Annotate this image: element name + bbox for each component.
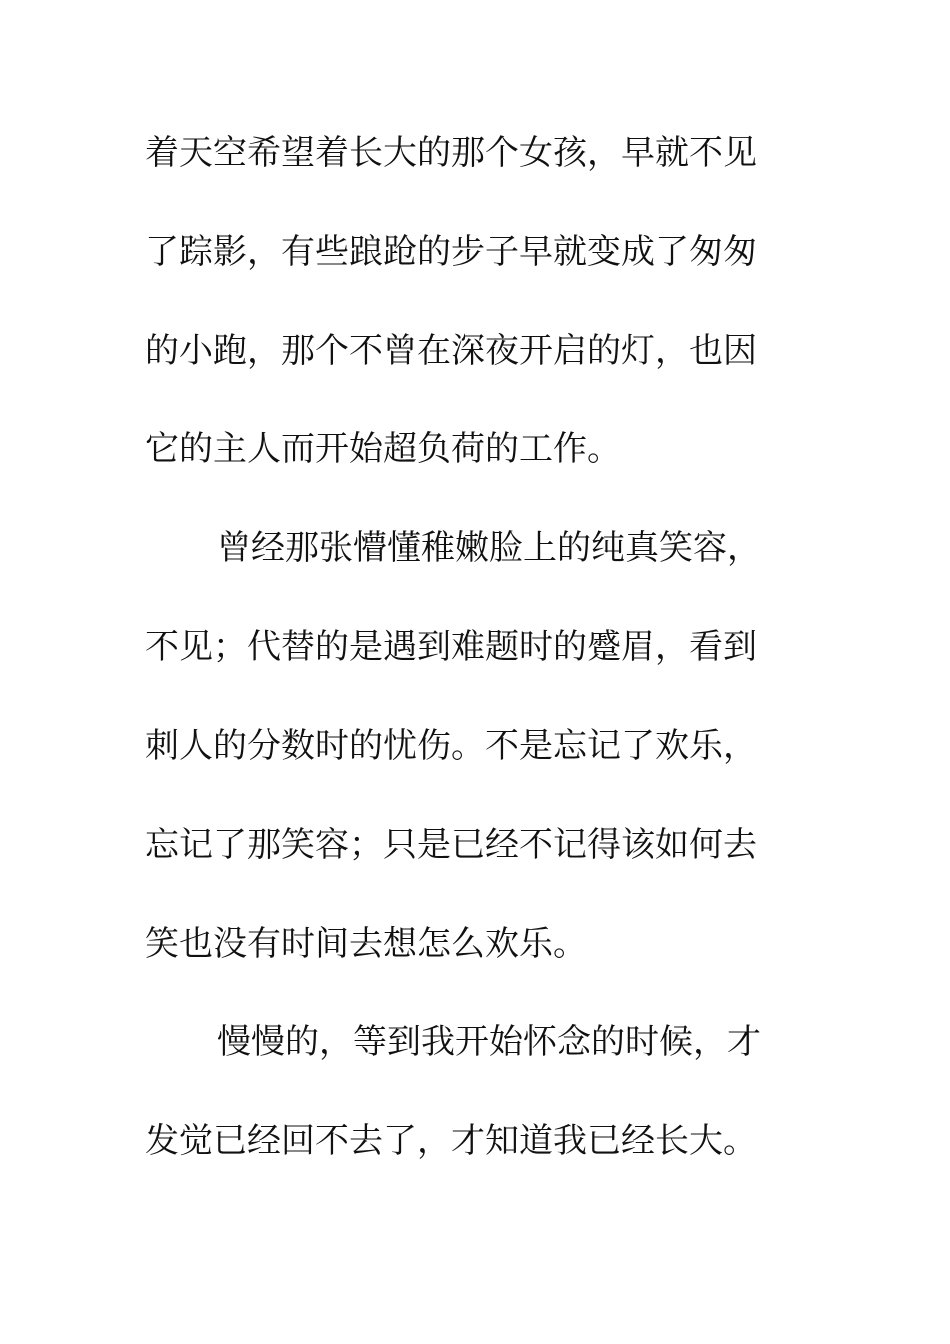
text-line: 笑也没有时间去想怎么欢乐。 xyxy=(145,924,587,964)
text-line: 发觉已经回不去了，才知道我已经长大。 xyxy=(145,1121,757,1161)
text-line: 着天空希望着长大的那个女孩，早就不见 xyxy=(145,133,757,173)
text-line: 不见；代替的是遇到难题时的蹙眉，看到 xyxy=(145,627,757,667)
paragraph-start-line: 曾经那张懵懂稚嫩脸上的纯真笑容， xyxy=(217,528,761,568)
text-line: 忘记了那笑容；只是已经不记得该如何去 xyxy=(145,825,757,865)
text-line: 它的主人而开始超负荷的工作。 xyxy=(145,429,621,469)
paragraph-start-line: 慢慢的，等到我开始怀念的时候，才 xyxy=(217,1022,761,1062)
text-line: 了踪影，有些踉跄的步子早就变成了匆匆 xyxy=(145,232,757,272)
text-line: 刺人的分数时的忧伤。不是忘记了欢乐， xyxy=(145,726,757,766)
text-line: 的小跑，那个不曾在深夜开启的灯，也因 xyxy=(145,331,757,371)
